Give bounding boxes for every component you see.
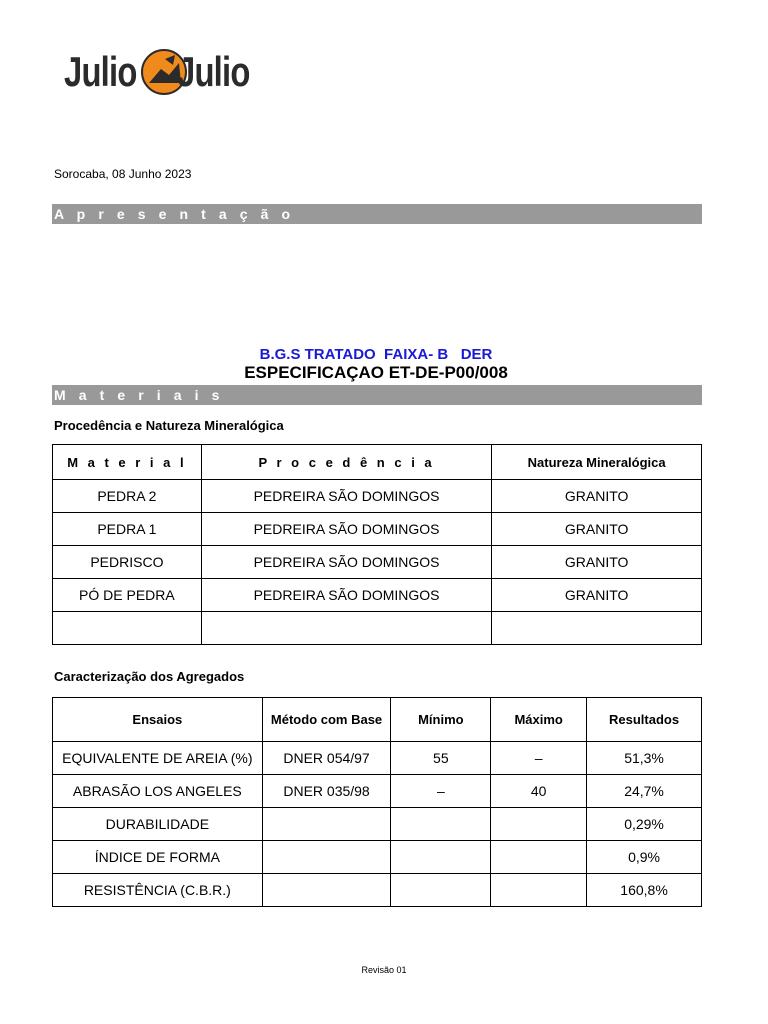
document-subtitle: B.G.S TRATADO FAIXA- B DER bbox=[259, 346, 493, 363]
document-date: Sorocaba, 08 Junho 2023 bbox=[54, 167, 192, 181]
table-cell: GRANITO bbox=[492, 546, 702, 579]
table-cell bbox=[491, 841, 587, 874]
table-cell bbox=[391, 808, 491, 841]
table-cell: 51,3% bbox=[587, 742, 702, 775]
table-cell bbox=[491, 808, 587, 841]
table-cell: GRANITO bbox=[492, 579, 702, 612]
table-cell bbox=[262, 808, 391, 841]
table-cell: 0,29% bbox=[587, 808, 702, 841]
table-row bbox=[53, 546, 702, 579]
table-row bbox=[53, 808, 702, 841]
section-bar-materials: M a t e r i a i s bbox=[52, 385, 702, 405]
table-cell bbox=[492, 612, 702, 645]
table-cell bbox=[391, 874, 491, 907]
section-bar-presentation: A p r e s e n t a ç ã o bbox=[52, 204, 702, 224]
table-cell: GRANITO bbox=[492, 480, 702, 513]
table-cell: GRANITO bbox=[492, 513, 702, 546]
column-header: Máximo bbox=[491, 698, 587, 742]
table-header-row bbox=[53, 445, 702, 480]
column-header: P r o c e d ê n c i a bbox=[201, 445, 491, 480]
table-cell: PEDREIRA SÃO DOMINGOS bbox=[201, 546, 491, 579]
aggregates-table bbox=[52, 697, 702, 907]
table-cell: 55 bbox=[391, 742, 491, 775]
table-cell: DNER 054/97 bbox=[262, 742, 391, 775]
table-cell: PEDRISCO bbox=[53, 546, 202, 579]
column-header: Ensaios bbox=[53, 698, 263, 742]
table-cell: DNER 035/98 bbox=[262, 775, 391, 808]
table-cell: PEDRA 1 bbox=[53, 513, 202, 546]
section-label-aggregates: Caracterização dos Agregados bbox=[54, 669, 245, 684]
table-row bbox=[53, 775, 702, 808]
logo-word-right: Julio bbox=[177, 48, 250, 95]
table-cell: 24,7% bbox=[587, 775, 702, 808]
table-cell: PEDREIRA SÃO DOMINGOS bbox=[201, 579, 491, 612]
document-title: ESPECIFICAÇAO ET-DE-P00/008 bbox=[244, 363, 508, 382]
table-cell: 0,9% bbox=[587, 841, 702, 874]
logo-word-left: Julio bbox=[64, 48, 137, 95]
table-cell bbox=[491, 874, 587, 907]
table-cell: 160,8% bbox=[587, 874, 702, 907]
company-logo bbox=[64, 44, 270, 100]
table-row bbox=[53, 874, 702, 907]
section-label-origin: Procedência e Natureza Mineralógica bbox=[54, 418, 284, 433]
table-row bbox=[53, 513, 702, 546]
table-cell bbox=[53, 612, 202, 645]
table-row bbox=[53, 742, 702, 775]
table-row bbox=[53, 579, 702, 612]
table-cell bbox=[262, 874, 391, 907]
table-cell: – bbox=[391, 775, 491, 808]
table-cell: ÍNDICE DE FORMA bbox=[53, 841, 263, 874]
table-cell: PEDREIRA SÃO DOMINGOS bbox=[201, 513, 491, 546]
page-footer-revision: Revisão 01 bbox=[361, 965, 407, 975]
table-cell bbox=[262, 841, 391, 874]
table-cell: PÓ DE PEDRA bbox=[53, 579, 202, 612]
table-cell: PEDRA 2 bbox=[53, 480, 202, 513]
table-row bbox=[53, 612, 702, 645]
column-header: Resultados bbox=[587, 698, 702, 742]
column-header: Método com Base bbox=[262, 698, 391, 742]
table-cell bbox=[201, 612, 491, 645]
table-cell: ABRASÃO LOS ANGELES bbox=[53, 775, 263, 808]
table-cell: 40 bbox=[491, 775, 587, 808]
column-header: Natureza Mineralógica bbox=[492, 445, 702, 480]
table-row bbox=[53, 841, 702, 874]
table-cell: EQUIVALENTE DE AREIA (%) bbox=[53, 742, 263, 775]
table-cell: – bbox=[491, 742, 587, 775]
column-header: M a t e r i a l bbox=[53, 445, 202, 480]
table-header-row bbox=[53, 698, 702, 742]
table-cell bbox=[391, 841, 491, 874]
table-cell: PEDREIRA SÃO DOMINGOS bbox=[201, 480, 491, 513]
table-cell: DURABILIDADE bbox=[53, 808, 263, 841]
column-header: Mínimo bbox=[391, 698, 491, 742]
table-cell: RESISTÊNCIA (C.B.R.) bbox=[53, 874, 263, 907]
materials-table bbox=[52, 444, 702, 645]
table-row bbox=[53, 480, 702, 513]
